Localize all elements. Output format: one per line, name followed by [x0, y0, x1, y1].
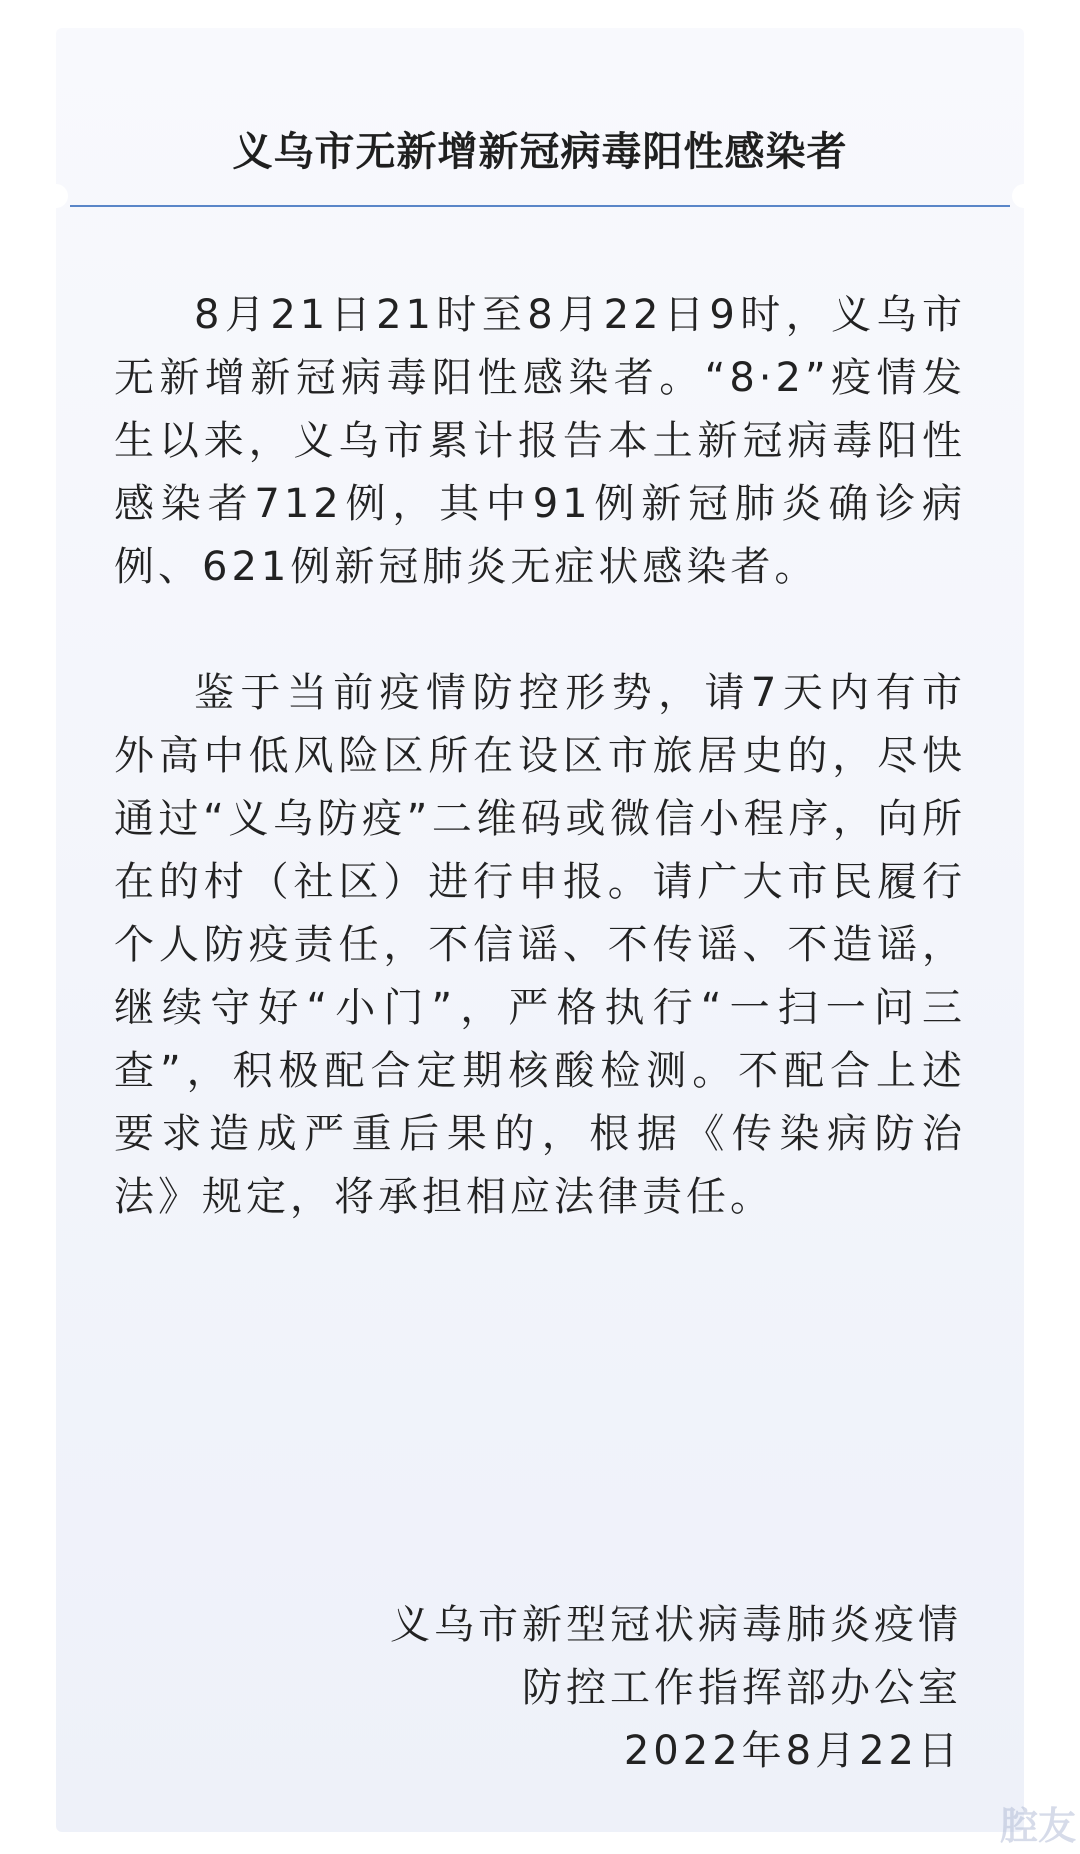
title-divider [70, 205, 1010, 207]
watermark: 腔友 [999, 1804, 1076, 1848]
notice-card [56, 28, 1024, 1832]
signature-block [390, 1594, 962, 1783]
paragraph-case-report: 8月21日21时至8月22日9时，义乌市无新增新冠病毒阳性感染者。“8·2”疫情发生以来，义乌市累计报告本土新冠病毒阳性感染者712例，其中91例新冠肺炎确诊病例、621例新冠肺炎无症状感染者。 [114, 292, 966, 590]
paragraph-prevention-request: 鉴于当前疫情防控形势，请7天内有市外高中低风险区所在设区市旅居史的，尽快通过“义乌防疫”二维码或微信小程序，向所在的村（社区）进行申报。请广大市民履行个人防疫责任，不信谣、不传谣、不造谣，继续守好“小门”，严格执行“一扫一问三查”，积极配合定期核酸检测。不配合上述要求造成严重后果的，根据《传染病防治法》规定，将承担相应法律责任。 [114, 670, 966, 1220]
signature-org-line1: 义乌市新型冠状病毒肺炎疫情 [390, 1602, 962, 1648]
notice-title: 义乌市无新增新冠病毒阳性感染者 [232, 129, 848, 175]
notice-body [114, 284, 966, 1229]
signature-org-line2: 防控工作指挥部办公室 [522, 1665, 962, 1711]
signature-date: 2022年8月22日 [623, 1728, 962, 1774]
